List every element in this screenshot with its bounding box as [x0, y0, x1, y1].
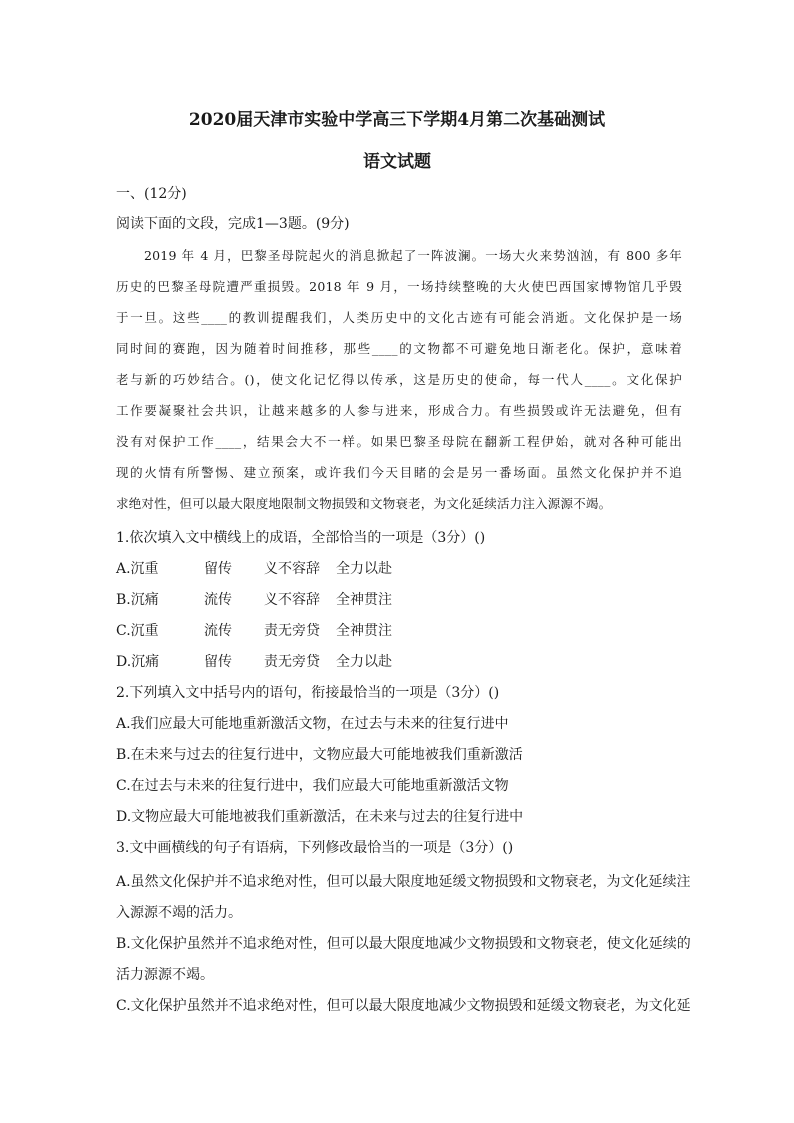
question-3-option-a-cont: 入源源不竭的活力。: [116, 905, 242, 921]
question-1-option-c: [116, 621, 416, 641]
option-cell: 义不容辞: [264, 561, 320, 577]
passage-line: 工作要凝聚社会共识，让越来越多的人参与进来，形成合力。有些损毁或许无法避免，但有: [116, 403, 682, 418]
reading-passage: [116, 246, 682, 511]
option-cell: 留传: [204, 561, 232, 577]
question-3-option-b-cont: 活力源源不竭。: [116, 967, 214, 983]
option-cell: 责无旁贷: [264, 654, 320, 670]
passage-line: 历史的巴黎圣母院遭严重损毁。2018 年 9 月，一场持续整晚的大火使巴西国家博物馆几乎毁: [116, 279, 682, 294]
question-3-option-a: A.虽然文化保护并不追求绝对性，但可以最大限度地延缓文物损毁和文物衰老，为文化延续注: [116, 874, 691, 890]
option-cell: 全神贯注: [336, 592, 392, 608]
option-cell: 责无旁贷: [264, 623, 320, 639]
passage-line: 老与新的巧妙结合。()，使文化记忆得以传承，这是历史的使命，每一代人____。文化保护: [116, 372, 682, 387]
option-cell: D.沉痛: [116, 654, 160, 670]
exam-subtitle: 语文试题: [363, 152, 431, 172]
passage-line: 2019 年 4 月，巴黎圣母院起火的消息掀起了一阵波澜。一场大火来势汹汹，有 800 多年: [144, 248, 682, 263]
question-2-option-b: B.在未来与过去的往复行进中，文物应最大可能地被我们重新激活: [116, 747, 523, 763]
option-cell: 全力以赴: [336, 561, 392, 577]
question-3-option-b: B.文化保护虽然并不追求绝对性，但可以最大限度地减少文物损毁和文物衰老，使文化延续的: [116, 936, 691, 952]
question-1-option-a: [116, 559, 416, 579]
question-3-option-c: C.文化保护虽然并不追求绝对性，但可以最大限度地减少文物损毁和延缓文物衰老，为文化延: [116, 998, 691, 1014]
question-2-stem: 2.下列填入文中括号内的语句，衔接最恰当的一项是（3分）(): [116, 685, 500, 701]
option-cell: C.沉重: [116, 623, 159, 639]
option-cell: A.沉重: [116, 561, 159, 577]
question-2-option-a: A.我们应最大可能地重新激活文物，在过去与未来的往复行进中: [116, 716, 509, 732]
question-1-stem: 1.依次填入文中横线上的成语，全部恰当的一项是（3分）(): [116, 530, 486, 546]
section-heading: 一、(12分): [116, 186, 187, 202]
question-2-option-d: D.文物应最大可能地被我们重新激活，在未来与过去的往复行进中: [116, 809, 524, 825]
option-cell: 全神贯注: [336, 623, 392, 639]
option-cell: 流传: [204, 592, 232, 608]
passage-line: 于一旦。这些____的教训提醒我们，人类历史中的文化古迹有可能会消逝。文化保护是一场: [116, 310, 682, 325]
option-cell: 全力以赴: [336, 654, 392, 670]
exam-title: 2020届天津市实验中学高三下学期4月第二次基础测试: [188, 110, 606, 130]
question-2-option-c: C.在过去与未来的往复行进中，我们应最大可能地重新激活文物: [116, 778, 509, 794]
passage-line: 同时间的赛跑，因为随着时间推移，那些____的文物都不可避免地日渐老化。保护，意味着: [116, 341, 682, 356]
section-instruction: 阅读下面的文段，完成1—3题。(9分): [116, 216, 350, 232]
passage-line: 现的火情有所警惕、建立预案，或许我们今天目睹的会是另一番场面。虽然文化保护并不追: [116, 465, 682, 480]
question-1-option-b: [116, 590, 416, 610]
passage-line: 没有对保护工作____，结果会大不一样。如果巴黎圣母院在翻新工程伊始，就对各种可能出: [116, 434, 682, 449]
option-cell: B.沉痛: [116, 592, 159, 608]
option-cell: 义不容辞: [264, 592, 320, 608]
passage-line: 求绝对性，但可以最大限度地限制文物损毁和文物衰老，为文化延续活力注入源源不竭。: [116, 496, 612, 511]
option-cell: 留传: [204, 654, 232, 670]
question-1-option-d: [116, 652, 416, 672]
question-3-stem: 3.文中画横线的句子有语病，下列修改最恰当的一项是（3分）(): [116, 840, 514, 856]
option-cell: 流传: [204, 623, 232, 639]
